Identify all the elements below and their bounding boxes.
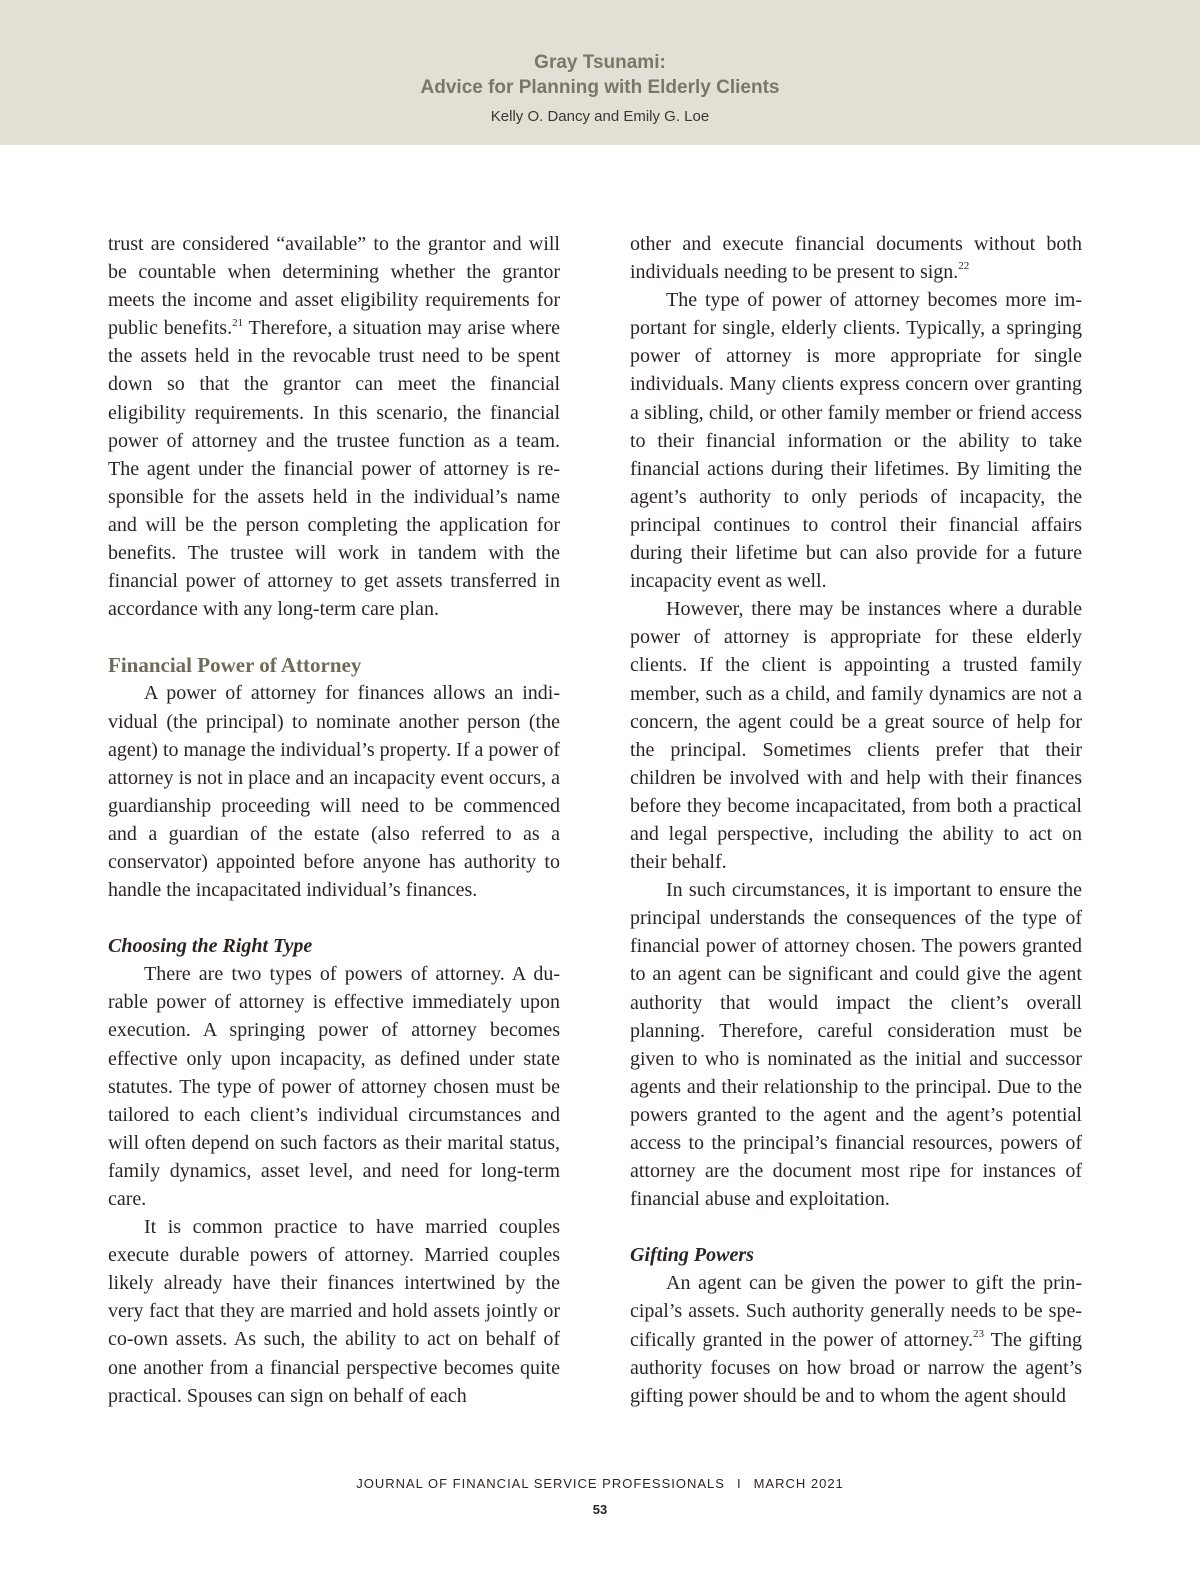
article-title-line2: Advice for Planning with Elderly Clients bbox=[420, 77, 780, 98]
paragraph-two-types: There are two types of powers of attorney. A durable power of attorney is effective immediately upon execution. A springing power of attorney becomes effective only upon incapacity, as defined under state statutes. The type of power of attorney chosen must be tailored to each client’s individual circumstances and will often depend on such factors as their marital status, family dynamics, asset level, and need for long-term care. bbox=[108, 963, 560, 1210]
subheading-gifting-powers: Gifting Powers bbox=[630, 1244, 754, 1267]
paragraph-trust bbox=[108, 230, 560, 623]
right-column bbox=[630, 230, 1082, 1410]
footnote-ref-21: 21 bbox=[232, 316, 244, 329]
paragraph-text: other and execute financial documents without both individuals needing to be present to sign. bbox=[630, 233, 1082, 284]
paragraph-text: An agent can be given the power to gift the principal’s assets. Such authority generally needs to be specifically granted in the power of attorney. bbox=[630, 1272, 1082, 1351]
paragraph-text: trust are considered “available” to the grantor and will be countable when determining whether the grantor meets the income and asset eligibility requirements for public benefits. bbox=[108, 233, 560, 340]
footer-separator: I bbox=[736, 1476, 742, 1491]
subheading-choosing-type: Choosing the Right Type bbox=[108, 935, 313, 958]
paragraph-single-clients: The type of power of attorney becomes more important for single, elderly clients. Typically, a springing power of attorney is more appropriate for single individuals. Many clients express concern over granting a sibling, child, or other family member or friend access to their financial information or the ability to take financial actions during their lifetimes. By limiting the agent’s authority to only periods of incapacity, the principal continues to control their financial affairs during their lifetime but can also provide for a future incapacity event as well. bbox=[630, 289, 1082, 593]
page-number: 53 bbox=[592, 1502, 608, 1517]
running-footer bbox=[0, 1476, 1200, 1491]
paragraph-text: The gifting authority focuses on how broad or narrow the agent’s gifting power should be and to whom the agent should bbox=[630, 1328, 1082, 1407]
issue-date: MARCH 2021 bbox=[753, 1476, 844, 1491]
paragraph-consequences: In such circumstances, it is important to ensure the principal understands the consequences of the type of financial power of attorney chosen. The powers granted to an agent can be significant and could give the agent authority that would impact the client’s overall planning. Therefore, careful consideration must be given to who is nominated as the initial and successor agents and their relationship to the principal. Due to the powers granted to the agent and the agent’s potential access to the principal’s financial resources, powers of attorney are the document most ripe for instances of financial abuse and exploitation. bbox=[630, 879, 1082, 1211]
paragraph-durable-instances: However, there may be instances where a durable power of attorney is appropriate for these elderly clients. If the client is appointing a trusted family member, such as a child, and family dynamics are not a concern, the agent could be a great source of help for the principal. Sometimes clients prefer that their children be involved with and help with their finances before they become incapacitated, from both a practical and legal perspective, including the ability to act on their behalf. bbox=[630, 598, 1082, 874]
paragraph-gifting bbox=[630, 1269, 1082, 1409]
footnote-ref-23: 23 bbox=[973, 1327, 985, 1340]
paragraph-poa-finances: A power of attorney for finances allows an individual (the principal) to nominate another person (the agent) to manage the individual’s property. If a power of attorney is not in place and an incapacity event occurs, a guardianship proceeding will need to be commenced and a guardian of the estate (also referred to as a conservator) appointed before anyone has authority to handle the incapacitated individual’s finances. bbox=[108, 682, 560, 902]
article-title-line1: Gray Tsunami: bbox=[534, 52, 666, 73]
running-header bbox=[0, 0, 1200, 145]
left-column bbox=[108, 230, 560, 1410]
footnote-ref-22: 22 bbox=[958, 260, 970, 273]
journal-name: JOURNAL OF FINANCIAL SERVICE PROFESSIONALS bbox=[356, 1476, 725, 1491]
paragraph-execute-documents bbox=[630, 230, 1082, 286]
paragraph-text: Therefore, a situation may arise where the assets held in the revocable trust need to be spent down so that the grantor can meet the financial eligibility requirements. In this scenario, the financial power of attorney and the trustee function as a team. The agent under the financial power of attorney is responsible for the assets held in the individual’s name and will be the person completing the application for benefits. The trustee will work in tandem with the financial power of attorney to get assets transferred in accordance with any long-term care plan. bbox=[108, 317, 560, 621]
section-heading-financial-poa: Financial Power of Attorney bbox=[108, 653, 362, 678]
paragraph-married-couples: It is common practice to have married couples execute durable powers of attorney. Married couples likely already have their finances intertwined by the very fact that they are married and hold assets jointly or co-own assets. As such, the ability to act on behalf of one another from a financial perspective becomes quite practical. Spouses can sign on behalf of each bbox=[108, 1216, 560, 1407]
article-authors: Kelly O. Dancy and Emily G. Loe bbox=[490, 108, 710, 125]
